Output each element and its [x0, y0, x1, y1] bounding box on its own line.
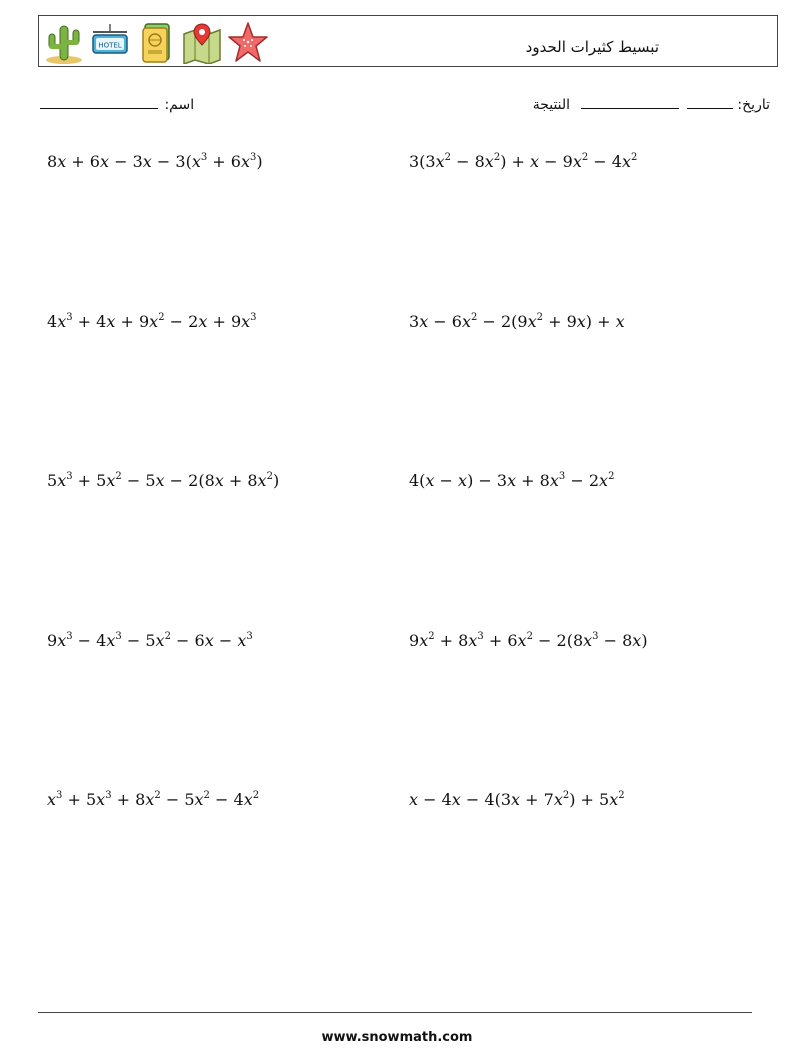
- date-label: تاريخ:: [737, 97, 770, 113]
- footer-divider: [38, 1012, 752, 1013]
- problem-3: $4x^3 + 4x + 9x^2 - 2x + 9x^3$: [47, 312, 257, 331]
- problem-4: $3x - 6x^2 - 2(9x^2 + 9x) + x$: [409, 312, 625, 331]
- problem-10: $x - 4x - 4(3x + 7x^2) + 5x^2$: [409, 790, 625, 809]
- starfish-icon: [227, 20, 269, 64]
- score-blank[interactable]: [581, 96, 679, 109]
- problem-5: $5x^3 + 5x^2 - 5x - 2(8x + 8x^2)$: [47, 471, 280, 490]
- problem-1: $8x + 6x - 3x - 3(x^3 + 6x^3)$: [47, 152, 263, 171]
- worksheet-header: [38, 15, 778, 67]
- footer-url[interactable]: www.snowmath.com: [321, 1030, 473, 1045]
- hotel-sign-icon: [89, 20, 131, 64]
- map-pin-icon: [181, 20, 223, 64]
- problem-9: $x^3 + 5x^3 + 8x^2 - 5x^2 - 4x^2$: [47, 790, 260, 809]
- date-score-row: [533, 96, 770, 113]
- header-icons: [43, 20, 269, 64]
- problem-7: $9x^3 - 4x^3 - 5x^2 - 6x - x^3$: [47, 631, 253, 650]
- svg-text:HOTEL: HOTEL: [98, 41, 122, 50]
- name-label: اسم:: [164, 97, 195, 113]
- name-blank[interactable]: [40, 96, 158, 109]
- problem-6: $4(x - x) - 3x + 8x^3 - 2x^2$: [409, 471, 615, 490]
- date-blank[interactable]: [687, 96, 733, 109]
- score-label: النتيجة: [532, 97, 571, 113]
- problem-2: $3(3x^2 - 8x^2) + x - 9x^2 - 4x^2$: [409, 152, 638, 171]
- worksheet-title: تبسيط كثيرات الحدود: [525, 38, 659, 56]
- passport-icon: [135, 20, 177, 64]
- name-row: [40, 96, 194, 113]
- problem-8: $9x^2 + 8x^3 + 6x^2 - 2(8x^3 - 8x)$: [409, 631, 648, 650]
- cactus-icon: [43, 20, 85, 64]
